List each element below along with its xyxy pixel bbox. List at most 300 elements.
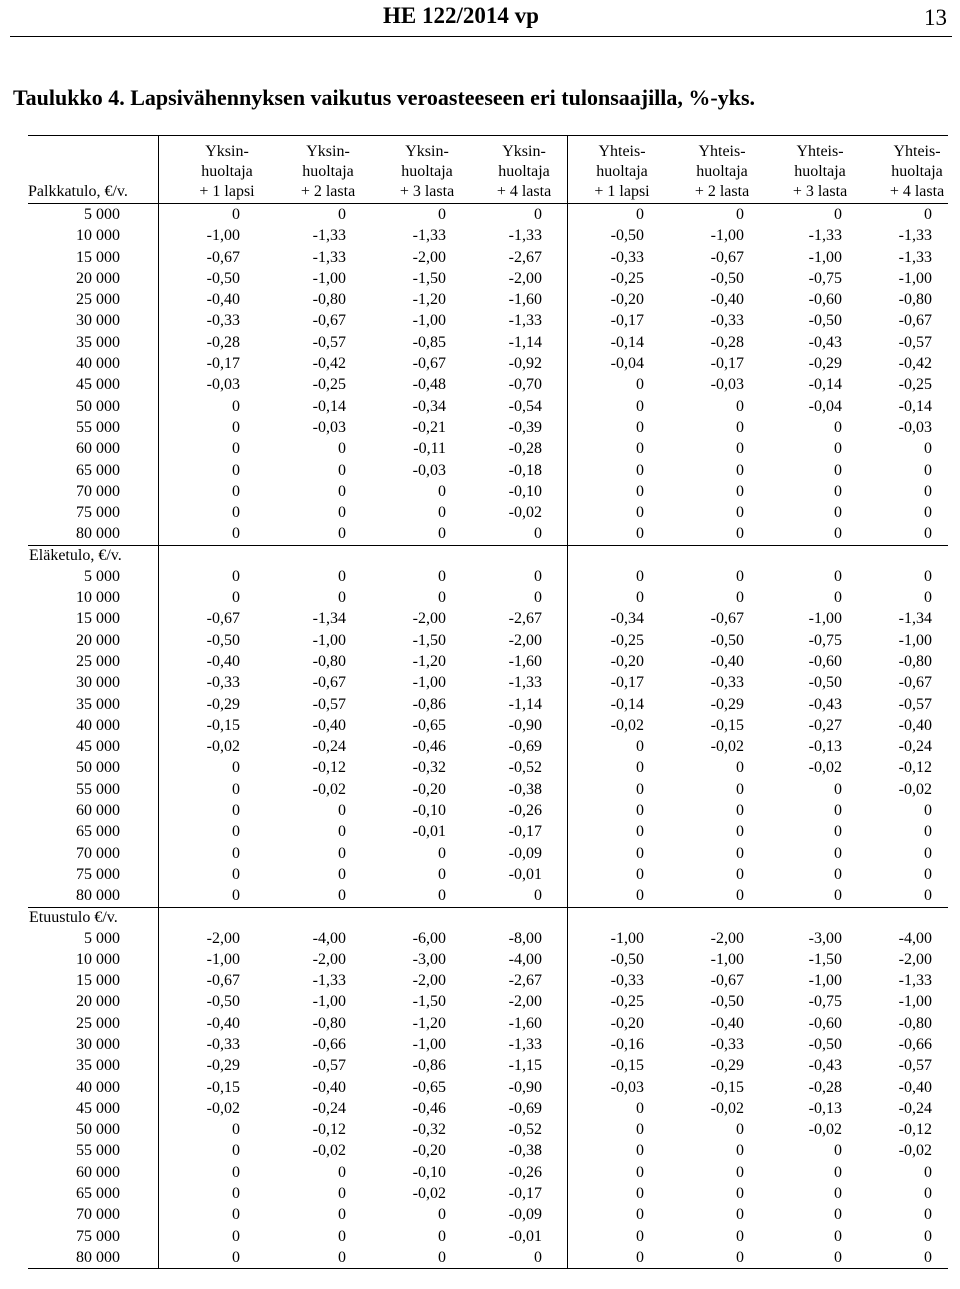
table-cell: -0,10 (412, 802, 446, 820)
table-row (28, 332, 948, 353)
table-cell: 0 (232, 1163, 240, 1181)
table-cell: 0 (438, 525, 446, 543)
table-row (28, 225, 948, 246)
table-cell: -0,65 (412, 716, 446, 734)
table-cell: -0,13 (808, 738, 842, 756)
table-row (28, 310, 948, 331)
table-cell: -0,52 (508, 1121, 542, 1139)
table-cell: 0 (636, 780, 644, 798)
table-cell: 0 (338, 865, 346, 883)
table-cell: -0,01 (412, 823, 446, 841)
table-cell: -0,60 (808, 291, 842, 309)
row-income: 25 000 (76, 1014, 120, 1032)
table-cell: -8,00 (508, 929, 542, 947)
table-cell: -3,00 (808, 929, 842, 947)
table-row (28, 843, 948, 864)
table-row (28, 1140, 948, 1161)
table-cell: -0,40 (898, 716, 932, 734)
table-cell: 0 (232, 1185, 240, 1203)
row-income: 75 000 (76, 1227, 120, 1245)
row-income: 5 000 (84, 929, 120, 947)
section-label-text: Etuustulo €/v. (29, 908, 118, 926)
table-cell: -1,20 (412, 291, 446, 309)
table-cell: 0 (636, 844, 644, 862)
table-cell: -0,12 (312, 1121, 346, 1139)
table-cell: -1,50 (412, 631, 446, 649)
table-cell: 0 (834, 1142, 842, 1160)
table-cell: -0,43 (808, 333, 842, 351)
table-cell: 0 (636, 504, 644, 522)
table-cell: -4,00 (898, 929, 932, 947)
row-income: 75 000 (76, 865, 120, 883)
row-income: 20 000 (76, 631, 120, 649)
table-cell: -0,90 (508, 716, 542, 734)
table-cell: -0,02 (710, 1099, 744, 1117)
table-cell: 0 (232, 525, 240, 543)
table-cell: -0,80 (312, 291, 346, 309)
table-cell: -0,75 (808, 269, 842, 287)
table-cell: -1,33 (312, 248, 346, 266)
table-row (28, 1226, 948, 1247)
table-cell: 0 (736, 482, 744, 500)
table-cell: 0 (924, 1227, 932, 1245)
table-cell: -1,00 (808, 248, 842, 266)
table-cell: -0,28 (206, 333, 240, 351)
page-header-doc-id: HE 122/2014 vp (383, 3, 539, 28)
table-cell: -0,50 (710, 631, 744, 649)
table-cell: 0 (924, 482, 932, 500)
table-row (28, 1247, 948, 1269)
table-cell: 0 (232, 1142, 240, 1160)
table-row (28, 1013, 948, 1034)
table-cell: 0 (834, 1185, 842, 1203)
table-cell: -1,14 (508, 333, 542, 351)
table-row (28, 481, 948, 502)
table-cell: 0 (924, 461, 932, 479)
table-cell: -1,33 (508, 312, 542, 330)
row-income: 30 000 (76, 1035, 120, 1053)
table-row (28, 1034, 948, 1055)
table-cell: -0,32 (412, 759, 446, 777)
table-cell: -1,50 (808, 950, 842, 968)
table-cell: 0 (338, 525, 346, 543)
table-cell: -3,00 (412, 950, 446, 968)
table-cell: 0 (338, 589, 346, 607)
table-cell: 0 (834, 865, 842, 883)
table-cell: -2,00 (206, 929, 240, 947)
table-cell: -0,80 (312, 652, 346, 670)
table-cell: 0 (736, 504, 744, 522)
table-cell: 0 (834, 440, 842, 458)
table-cell: 0 (636, 802, 644, 820)
table-cell: 0 (636, 397, 644, 415)
table-cell: -0,50 (610, 950, 644, 968)
table-cell: -0,02 (412, 1185, 446, 1203)
table-cell: -0,69 (508, 1099, 542, 1117)
table-cell: -0,17 (610, 674, 644, 692)
column-header-line: huoltaja (891, 163, 943, 180)
table-cell: 0 (636, 738, 644, 756)
table-cell: 0 (232, 397, 240, 415)
table-cell: 0 (636, 418, 644, 436)
table-cell: -1,34 (898, 610, 932, 628)
table-cell: -0,24 (898, 738, 932, 756)
table-row (28, 1055, 948, 1076)
column-header-line: Yhteis- (893, 143, 941, 160)
table-cell: 0 (232, 780, 240, 798)
column-header-line: Yksin- (502, 143, 546, 160)
table-cell: 0 (232, 887, 240, 905)
table-cell: 0 (736, 1206, 744, 1224)
table-cell: -0,52 (508, 759, 542, 777)
table-cell: 0 (736, 1121, 744, 1139)
table-cell: -0,57 (312, 695, 346, 713)
table-cell: -0,67 (898, 312, 932, 330)
table-cell: -0,03 (898, 418, 932, 436)
table-cell: -2,00 (412, 972, 446, 990)
table-cell: -0,33 (710, 1035, 744, 1053)
table-cell: 0 (834, 844, 842, 862)
table-row (28, 1077, 948, 1098)
table-cell: -0,11 (413, 440, 446, 458)
row-income: 20 000 (76, 269, 120, 287)
row-income: 30 000 (76, 312, 120, 330)
column-header-line: + 3 lasta (399, 183, 455, 200)
table-cell: -0,03 (206, 376, 240, 394)
table-cell: 0 (534, 206, 542, 223)
table-cell: 0 (736, 418, 744, 436)
table-cell: -0,14 (808, 376, 842, 394)
table-cell: -0,40 (206, 1014, 240, 1032)
table-cell: -0,67 (710, 248, 744, 266)
table-cell: -0,15 (206, 716, 240, 734)
table-cell: 0 (924, 802, 932, 820)
table-cell: -0,50 (710, 269, 744, 287)
table-cell: 0 (924, 206, 932, 223)
column-header-line: Yhteis- (698, 143, 746, 160)
table-cell: -0,12 (312, 759, 346, 777)
table-cell: -0,25 (610, 993, 644, 1011)
table-cell: 0 (636, 1185, 644, 1203)
table-cell: -0,40 (710, 1014, 744, 1032)
table-cell: -0,66 (312, 1035, 346, 1053)
table-row (28, 268, 948, 289)
column-header-line: Yksin- (205, 143, 249, 160)
table-cell: -1,00 (808, 610, 842, 628)
table-cell: 0 (834, 1227, 842, 1245)
table-cell: -0,38 (508, 780, 542, 798)
table-cell: -0,25 (610, 269, 644, 287)
table-cell: 0 (736, 1227, 744, 1245)
column-header-line: + 4 lasta (496, 183, 552, 200)
column-header-line: Yhteis- (598, 143, 646, 160)
table-cell: -0,57 (312, 1057, 346, 1075)
table-cell: 0 (834, 823, 842, 841)
table-cell: -0,09 (508, 1206, 542, 1224)
table-cell: -0,18 (508, 461, 542, 479)
table-cell: -0,85 (412, 333, 446, 351)
row-income: 55 000 (76, 780, 120, 798)
table-cell: 0 (636, 1163, 644, 1181)
table-cell: -0,40 (206, 652, 240, 670)
row-income: 55 000 (76, 418, 120, 436)
table-cell: -0,33 (710, 674, 744, 692)
table-cell: 0 (736, 461, 744, 479)
table-cell: 0 (534, 525, 542, 543)
table-cell: -0,50 (710, 993, 744, 1011)
table-cell: -0,04 (808, 397, 842, 415)
column-header-line: huoltaja (794, 163, 846, 180)
table-cell: -0,67 (412, 355, 446, 373)
table-cell: -0,03 (412, 461, 446, 479)
table-cell: 0 (338, 206, 346, 223)
table-cell: -0,33 (610, 248, 644, 266)
table-row (28, 630, 948, 651)
table-row (28, 800, 948, 821)
table-cell: -0,04 (610, 355, 644, 373)
table-cell: 0 (834, 482, 842, 500)
table-cell: 0 (834, 589, 842, 607)
column-header-line: huoltaja (596, 163, 648, 180)
row-income: 70 000 (76, 844, 120, 862)
table-row (28, 949, 948, 970)
table-cell: -0,60 (808, 652, 842, 670)
column-header-income: Palkkatulo, €/v. (28, 183, 128, 200)
table-cell: 0 (232, 823, 240, 841)
table-cell: 0 (636, 823, 644, 841)
table-row (28, 460, 948, 481)
table-cell: -0,32 (412, 1121, 446, 1139)
table-cell: 0 (232, 504, 240, 522)
row-income: 65 000 (76, 461, 120, 479)
table-cell: -1,00 (312, 993, 346, 1011)
table-cell: 0 (438, 589, 446, 607)
table-row (28, 1183, 948, 1204)
table-cell: -0,28 (710, 333, 744, 351)
table-cell: -0,02 (312, 780, 346, 798)
table-cell: 0 (636, 525, 644, 543)
table-cell: -0,33 (206, 674, 240, 692)
table-cell: -0,42 (312, 355, 346, 373)
table-cell: -0,17 (206, 355, 240, 373)
table-cell: -0,70 (508, 376, 542, 394)
table-cell: 0 (338, 440, 346, 458)
column-separator (567, 135, 568, 1269)
table-cell: -0,28 (808, 1078, 842, 1096)
table-cell: -0,67 (312, 674, 346, 692)
table-cell: 0 (636, 1227, 644, 1245)
table-cell: -0,67 (710, 610, 744, 628)
table-cell: -0,02 (808, 1121, 842, 1139)
table-cell: -1,00 (808, 972, 842, 990)
table-cell: -0,02 (206, 738, 240, 756)
table-cell: -1,15 (508, 1057, 542, 1075)
table-cell: -0,15 (610, 1057, 644, 1075)
table-cell: -0,33 (206, 312, 240, 330)
table-cell: 0 (636, 887, 644, 905)
row-income: 30 000 (76, 674, 120, 692)
table-row (28, 502, 948, 523)
table-cell: 0 (636, 461, 644, 479)
row-income: 40 000 (76, 1078, 120, 1096)
table-cell: 0 (438, 504, 446, 522)
table-cell: 0 (338, 1206, 346, 1224)
table-cell: -0,20 (610, 652, 644, 670)
table-cell: 0 (232, 1248, 240, 1266)
table-cell: -1,60 (508, 652, 542, 670)
table-cell: -0,46 (412, 1099, 446, 1117)
table-cell: -2,00 (898, 950, 932, 968)
column-header (770, 142, 870, 202)
table-cell: -2,00 (508, 993, 542, 1011)
table-cell: 0 (438, 567, 446, 585)
table-cell: -0,12 (898, 1121, 932, 1139)
table-cell: 0 (834, 1248, 842, 1266)
row-income: 15 000 (76, 972, 120, 990)
table-cell: -0,50 (808, 674, 842, 692)
table-cell: -0,14 (898, 397, 932, 415)
table-row (28, 1162, 948, 1183)
table-cell: -0,24 (312, 1099, 346, 1117)
table-cell: -1,50 (412, 269, 446, 287)
column-separator (158, 135, 159, 1269)
table-cell: -0,02 (808, 759, 842, 777)
table-cell: -2,00 (508, 631, 542, 649)
table-cell: 0 (924, 567, 932, 585)
table-cell: -0,29 (206, 695, 240, 713)
table-cell: -0,75 (808, 631, 842, 649)
table-cell: -1,60 (508, 291, 542, 309)
table-cell: -0,67 (312, 312, 346, 330)
table-cell: 0 (736, 802, 744, 820)
table-cell: 0 (736, 1185, 744, 1203)
row-income: 35 000 (76, 1057, 120, 1075)
table-cell: 0 (736, 397, 744, 415)
table-cell: 0 (736, 887, 744, 905)
table-cell: -1,00 (898, 269, 932, 287)
table-cell: -0,50 (808, 1035, 842, 1053)
table-cell: -0,92 (508, 355, 542, 373)
row-income: 70 000 (76, 1206, 120, 1224)
table-cell: 0 (338, 844, 346, 862)
table-row (28, 1119, 948, 1140)
table-cell: -0,66 (898, 1035, 932, 1053)
column-header (572, 142, 672, 202)
table-row (28, 928, 948, 949)
table-cell: 0 (736, 1142, 744, 1160)
table-cell: -4,00 (312, 929, 346, 947)
table-row (28, 396, 948, 417)
table-cell: -4,00 (508, 950, 542, 968)
table-cell: 0 (834, 418, 842, 436)
column-header (867, 142, 960, 202)
table-cell: -0,02 (508, 504, 542, 522)
table-cell: -0,26 (508, 802, 542, 820)
table-row (28, 247, 948, 268)
row-income: 60 000 (76, 1163, 120, 1181)
table-cell: -0,40 (312, 716, 346, 734)
table-cell: -0,40 (898, 1078, 932, 1096)
table-cell: -0,02 (710, 738, 744, 756)
table-cell: -2,00 (312, 950, 346, 968)
table-cell: 0 (232, 1227, 240, 1245)
table-cell: -0,17 (710, 355, 744, 373)
table-cell: -1,00 (206, 950, 240, 968)
table-cell: -1,33 (898, 972, 932, 990)
column-header (278, 142, 378, 202)
table-cell: 0 (924, 525, 932, 543)
table-cell: 0 (834, 461, 842, 479)
section-label (28, 546, 948, 566)
table-cell: -1,34 (312, 610, 346, 628)
table-row (28, 438, 948, 459)
table-cell: -1,00 (206, 227, 240, 245)
table-cell: -2,00 (710, 929, 744, 947)
table-cell: 0 (232, 567, 240, 585)
table-cell: 0 (232, 589, 240, 607)
table-cell: -0,33 (710, 312, 744, 330)
row-income: 55 000 (76, 1142, 120, 1160)
table-cell: 0 (636, 440, 644, 458)
table-cell: -1,00 (312, 631, 346, 649)
table-cell: -0,48 (412, 376, 446, 394)
table-cell: 0 (924, 1185, 932, 1203)
row-income: 75 000 (76, 504, 120, 522)
table-cell: 0 (736, 759, 744, 777)
table-cell: -1,20 (412, 652, 446, 670)
table-cell: 0 (438, 482, 446, 500)
column-header-line: Yhteis- (796, 143, 844, 160)
table-cell: -1,33 (412, 227, 446, 245)
row-income: 65 000 (76, 1185, 120, 1203)
table-cell: 0 (438, 1227, 446, 1245)
table-cell: 0 (736, 525, 744, 543)
table-cell: 0 (438, 1206, 446, 1224)
table-cell: -2,00 (508, 269, 542, 287)
table-row (28, 1204, 948, 1225)
table-cell: 0 (736, 440, 744, 458)
table-cell: 0 (834, 206, 842, 223)
table-cell: 0 (924, 887, 932, 905)
table-cell: -0,40 (710, 652, 744, 670)
row-income: 40 000 (76, 355, 120, 373)
table-row (28, 970, 948, 991)
table-cell: -0,57 (312, 333, 346, 351)
table-cell: 0 (924, 440, 932, 458)
column-header-line: Yksin- (405, 143, 449, 160)
table-cell: 0 (338, 823, 346, 841)
row-income: 50 000 (76, 397, 120, 415)
table-cell: -0,29 (808, 355, 842, 373)
table-cell: 0 (438, 844, 446, 862)
table-cell: -1,00 (898, 631, 932, 649)
table-cell: 0 (636, 376, 644, 394)
table-cell: -1,33 (508, 674, 542, 692)
table-cell: -0,39 (508, 418, 542, 436)
table-cell: 0 (636, 1206, 644, 1224)
table-row (28, 374, 948, 395)
table-cell: -0,25 (312, 376, 346, 394)
row-income: 40 000 (76, 716, 120, 734)
table-cell: 0 (834, 525, 842, 543)
table-cell: -0,01 (508, 1227, 542, 1245)
table-cell: -0,57 (898, 695, 932, 713)
table-cell: -1,00 (710, 950, 744, 968)
table-cell: 0 (338, 1248, 346, 1266)
table-cell: 0 (338, 482, 346, 500)
table-cell: 0 (338, 1185, 346, 1203)
table-cell: -0,43 (808, 1057, 842, 1075)
